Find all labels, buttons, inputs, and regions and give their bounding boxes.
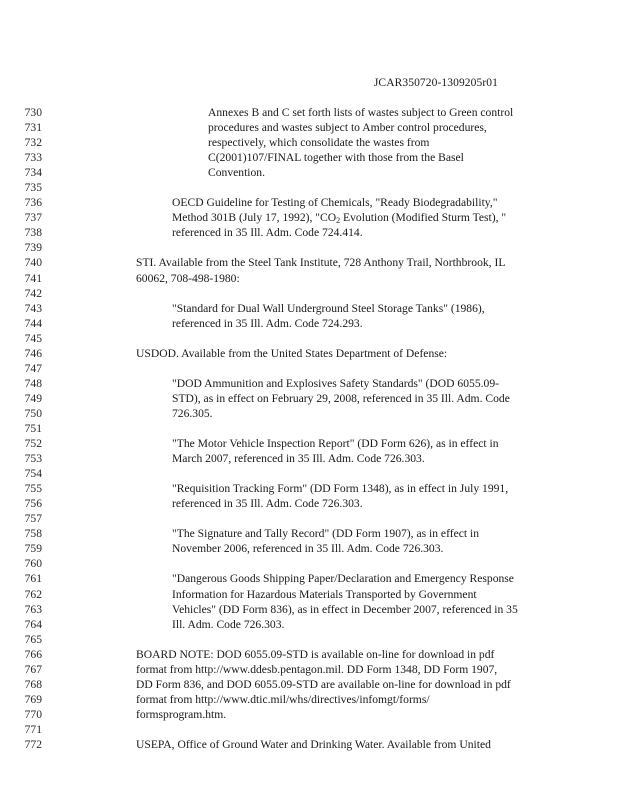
line-text: referenced in 35 Ill. Adm. Code 726.303.: [172, 497, 363, 511]
line-number: 752: [24, 437, 42, 451]
line-number: 753: [24, 452, 42, 466]
line-text: USEPA, Office of Ground Water and Drinking Water. Available from United: [136, 737, 491, 751]
line-number: 734: [24, 166, 42, 180]
line-number: 762: [24, 587, 42, 601]
document-line: [0, 210, 618, 225]
line-number: 755: [24, 482, 42, 496]
document-line: [0, 421, 618, 436]
document-line: [0, 556, 618, 571]
line-number: 737: [24, 211, 42, 225]
document-line: [0, 286, 618, 301]
line-number: 759: [24, 542, 42, 556]
line-text: Annexes B and C set forth lists of wastes subject to Green control: [208, 106, 514, 119]
document-line: [0, 541, 618, 556]
document-line: [0, 662, 618, 677]
line-number: 736: [24, 196, 42, 210]
line-number: 730: [24, 106, 42, 119]
line-number: 748: [24, 376, 42, 390]
line-text: referenced in 35 Ill. Adm. Code 724.414.: [172, 226, 363, 240]
line-number: 772: [24, 737, 42, 751]
line-number: 760: [24, 557, 42, 571]
document-line: [0, 255, 618, 270]
document-line: [0, 737, 618, 752]
line-text: Convention.: [208, 166, 266, 180]
line-text: "DOD Ammunition and Explosives Safety Standards" (DOD 6055.09-: [172, 376, 499, 390]
line-number: 740: [24, 256, 42, 270]
line-number: 769: [24, 692, 42, 706]
document-line: [0, 481, 618, 496]
document-line: [0, 511, 618, 526]
document-line: [0, 451, 618, 466]
document-line: [0, 195, 618, 210]
line-text: DD Form 836, and DOD 6055.09-STD are available on-line for download in pdf: [136, 677, 511, 691]
line-number: 747: [24, 361, 42, 375]
line-text: "The Motor Vehicle Inspection Report" (DD Form 626), as in effect in: [172, 437, 499, 451]
line-text: format from http://www.dtic.mil/whs/directives/infomgt/forms/: [136, 692, 430, 706]
document-line: [0, 677, 618, 692]
document-line: [0, 466, 618, 481]
line-number: 732: [24, 136, 42, 150]
line-number: 735: [24, 181, 42, 195]
line-number: 767: [24, 662, 42, 676]
document-line: [0, 587, 618, 602]
line-number: 770: [24, 707, 42, 721]
line-text: STI. Available from the Steel Tank Institute, 728 Anthony Trail, Northbrook, IL: [136, 256, 506, 270]
document-line: [0, 120, 618, 135]
line-number: 751: [24, 421, 42, 435]
line-number: 744: [24, 316, 42, 330]
line-number: 757: [24, 512, 42, 526]
document-line: [0, 571, 618, 586]
document-line: [0, 346, 618, 361]
line-text: procedures and wastes subject to Amber control procedures,: [208, 121, 487, 135]
line-text: USDOD. Available from the United States Department of Defense:: [136, 346, 448, 360]
line-number: 764: [24, 617, 42, 631]
line-text: respectively, which consolidate the wastes from: [208, 136, 430, 150]
line-text: "Standard for Dual Wall Underground Steel Storage Tanks" (1986),: [172, 301, 485, 315]
document-line: [0, 707, 618, 722]
document-line: [0, 496, 618, 511]
line-text: 60062, 708-498-1980:: [136, 271, 240, 285]
document-line: [0, 150, 618, 165]
line-number: 763: [24, 602, 42, 616]
line-number: 739: [24, 241, 42, 255]
line-text: formsprogram.htm.: [136, 707, 227, 721]
line-number: 768: [24, 677, 42, 691]
document-line: [0, 617, 618, 632]
line-number: 756: [24, 497, 42, 511]
line-number: 733: [24, 151, 42, 165]
line-text: C(2001)107/FINAL together with those from the Basel: [208, 151, 464, 165]
document-line: [0, 376, 618, 391]
line-number: 731: [24, 121, 42, 135]
document-line: [0, 722, 618, 737]
document-line: [0, 331, 618, 346]
line-text: format from http://www.ddesb.pentagon.mil. DD Form 1348, DD Form 1907,: [136, 662, 498, 676]
line-text: BOARD NOTE: DOD 6055.09-STD is available on-line for download in pdf: [136, 647, 495, 661]
document-id-header: JCAR350720-1309205r01: [373, 77, 498, 89]
line-text: referenced in 35 Ill. Adm. Code 724.293.: [172, 316, 363, 330]
line-text: "Dangerous Goods Shipping Paper/Declaration and Emergency Response: [172, 572, 514, 586]
line-text: 726.305.: [172, 406, 213, 420]
line-text: OECD Guideline for Testing of Chemicals, "Ready Biodegradability,": [172, 196, 498, 210]
document-line: [0, 602, 618, 617]
document-line: [0, 632, 618, 647]
document-line: [0, 240, 618, 255]
document-line: [0, 406, 618, 421]
line-text: March 2007, referenced in 35 Ill. Adm. Code 726.303.: [172, 452, 425, 466]
line-number: 750: [24, 406, 42, 420]
line-number: 749: [24, 391, 42, 405]
document-line: [0, 526, 618, 541]
line-number: 771: [24, 722, 42, 736]
line-number: 743: [24, 301, 42, 315]
document-line: [0, 436, 618, 451]
line-text: [172, 210, 506, 225]
document-line: [0, 180, 618, 195]
line-text: Ill. Adm. Code 726.303.: [172, 617, 285, 631]
document-line: [0, 316, 618, 331]
document-line: [0, 692, 618, 707]
line-text: STD), as in effect on February 29, 2008, referenced in 35 Ill. Adm. Code: [172, 391, 510, 405]
line-text: "The Signature and Tally Record" (DD Form 1907), as in effect in: [172, 527, 480, 541]
document-line: [0, 165, 618, 180]
line-number: 754: [24, 467, 42, 481]
document-line: [0, 647, 618, 662]
document-line: [0, 105, 618, 120]
line-number: 766: [24, 647, 42, 661]
document-line: [0, 301, 618, 316]
line-text: "Requisition Tracking Form" (DD Form 1348), as in effect in July 1991,: [172, 482, 509, 496]
line-number: 746: [24, 346, 42, 360]
line-number: 741: [24, 271, 42, 285]
line-text: Vehicles" (DD Form 836), as in effect in December 2007, referenced in 35: [172, 602, 518, 616]
line-number: 758: [24, 527, 42, 541]
line-number: 742: [24, 286, 42, 300]
document-line: [0, 135, 618, 150]
line-number: 765: [24, 632, 42, 646]
document-line: [0, 225, 618, 240]
document-line: [0, 361, 618, 376]
line-text: November 2006, referenced in 35 Ill. Adm. Code 726.303.: [172, 542, 444, 556]
line-number: 745: [24, 331, 42, 345]
document-body: [0, 105, 618, 752]
document-line: [0, 271, 618, 286]
line-text-part: Method 301B (July 17, 1992), "CO: [172, 211, 337, 225]
document-line: [0, 391, 618, 406]
line-text: Information for Hazardous Materials Transported by Government: [172, 587, 477, 601]
line-number: 738: [24, 226, 42, 240]
line-text-part: Evolution (Modified Sturm Test), ": [340, 211, 507, 225]
line-number: 761: [24, 572, 42, 586]
subscript: 2: [336, 216, 341, 226]
